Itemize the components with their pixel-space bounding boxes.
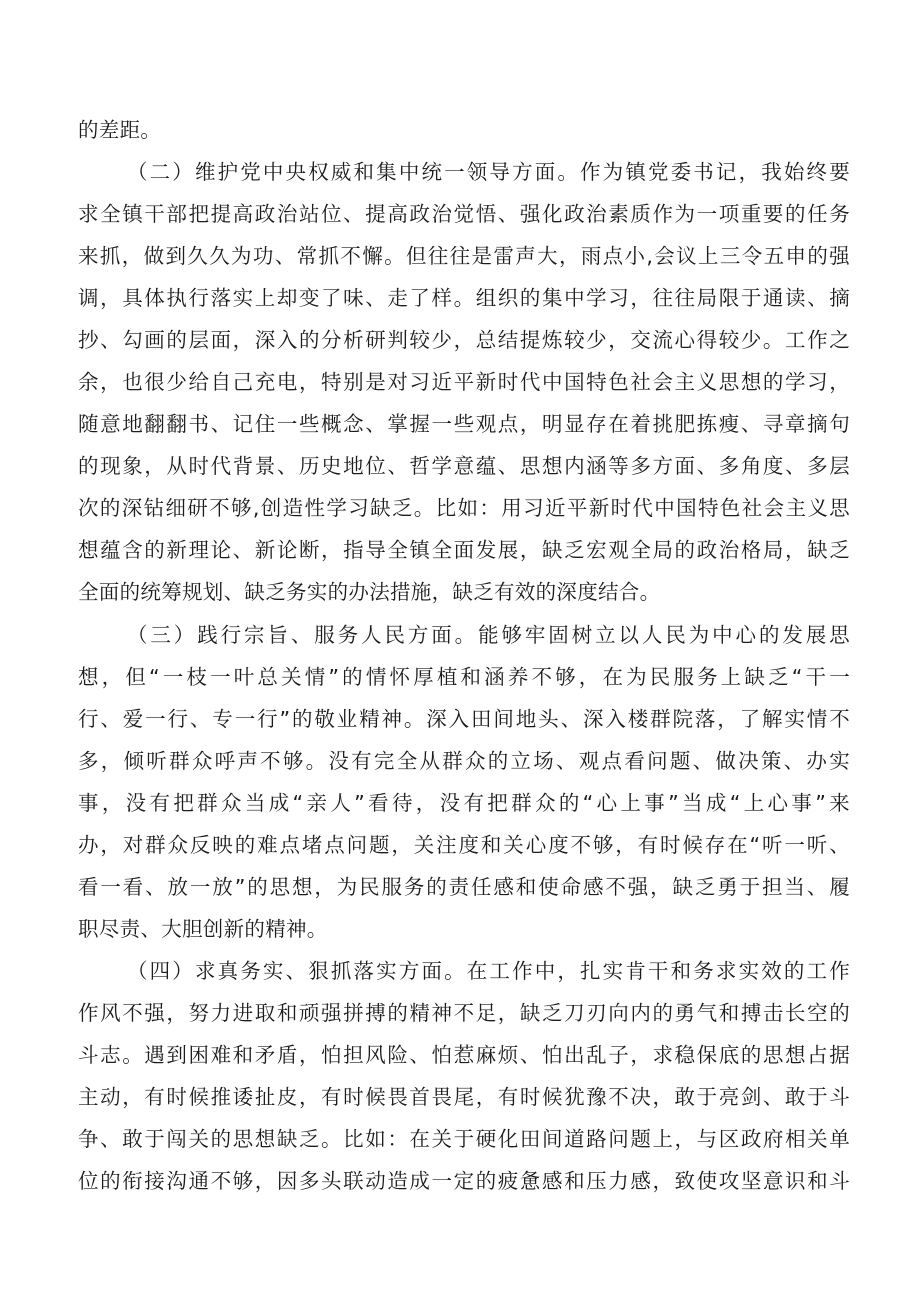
text-line: 来抓，做到久久为功、常抓不懈。但往往是雷声大，雨点小,会议上三令五申的强 — [78, 244, 850, 268]
text-line: 斗志。遇到困难和矛盾，怕担风险、怕惹麻烦、怕出乱子，求稳保底的思想占据 — [78, 1043, 850, 1067]
text-line: 抄、勾画的层面，深入的分析研判较少，总结提炼较少，交流心得较少。工作之 — [78, 328, 850, 352]
text-line: 主动，有时候推诿扯皮，有时候畏首畏尾，有时候犹豫不决，敢于亮剑、敢于斗 — [78, 1085, 850, 1109]
text-line: 想蕴含的新理论、新论断，指导全镇全面发展，缺乏宏观全局的政治格局，缺乏 — [78, 538, 850, 562]
text-line: 行、爱一行、专一行”的敬业精神。深入田间地头、深入楼群院落，了解实情不 — [78, 707, 850, 731]
text-line: 的现象，从时代背景、历史地位、哲学意蕴、思想内涵等多方面、多角度、多层 — [78, 454, 850, 478]
text-line: 职尽责、大胆创新的精神。 — [78, 917, 328, 941]
text-line: 随意地翻翻书、记住一些概念、掌握一些观点，明显存在着挑肥拣瘦、寻章摘句 — [78, 412, 850, 436]
text-line: 办，对群众反映的难点堵点问题，关注度和关心度不够，有时候存在“听一听、 — [78, 833, 850, 857]
section-heading-line: （四）求真务实、狠抓落实方面。在工作中，扎实肯干和务求实效的工作 — [127, 959, 850, 983]
text-line: 多，倾听群众呼声不够。没有完全从群众的立场、观点看问题、做决策、办实 — [78, 749, 850, 773]
text-line: 作风不强，努力进取和顽强拼搏的精神不足，缺乏刀刃向内的勇气和搏击长空的 — [78, 1001, 850, 1025]
text-line: 余，也很少给自己充电，特别是对习近平新时代中国特色社会主义思想的学习， — [78, 370, 850, 394]
text-line: 求全镇干部把提高政治站位、提高政治觉悟、强化政治素质作为一项重要的任务 — [78, 202, 850, 226]
text-line: 的差距。 — [78, 118, 162, 142]
text-line: 看一看、放一放”的思想，为民服务的责任感和使命感不强，缺乏勇于担当、履 — [78, 875, 850, 899]
section-heading-line: （二）维护党中央权威和集中统一领导方面。作为镇党委书记，我始终要 — [127, 160, 850, 184]
text-line: 次的深钻细研不够,创造性学习缺乏。比如：用习近平新时代中国特色社会主义思 — [78, 496, 850, 520]
section-heading-line: （三）践行宗旨、服务人民方面。能够牢固树立以人民为中心的发展思 — [127, 623, 850, 647]
text-line: 争、敢于闯关的思想缺乏。比如：在关于硬化田间道路问题上，与区政府相关单 — [78, 1127, 850, 1151]
text-line: 想，但“一枝一叶总关情”的情怀厚植和涵养不够，在为民服务上缺乏“干一 — [78, 665, 850, 689]
text-line: 位的衔接沟通不够，因多头联动造成一定的疲惫感和压力感，致使攻坚意识和斗 — [78, 1169, 850, 1193]
text-line: 事，没有把群众当成“亲人”看待，没有把群众的“心上事”当成“上心事”来 — [78, 791, 850, 815]
text-line: 全面的统筹规划、缺乏务实的办法措施，缺乏有效的深度结合。 — [78, 580, 661, 604]
text-line: 调，具体执行落实上却变了味、走了样。组织的集中学习，往往局限于通读、摘 — [78, 286, 850, 310]
